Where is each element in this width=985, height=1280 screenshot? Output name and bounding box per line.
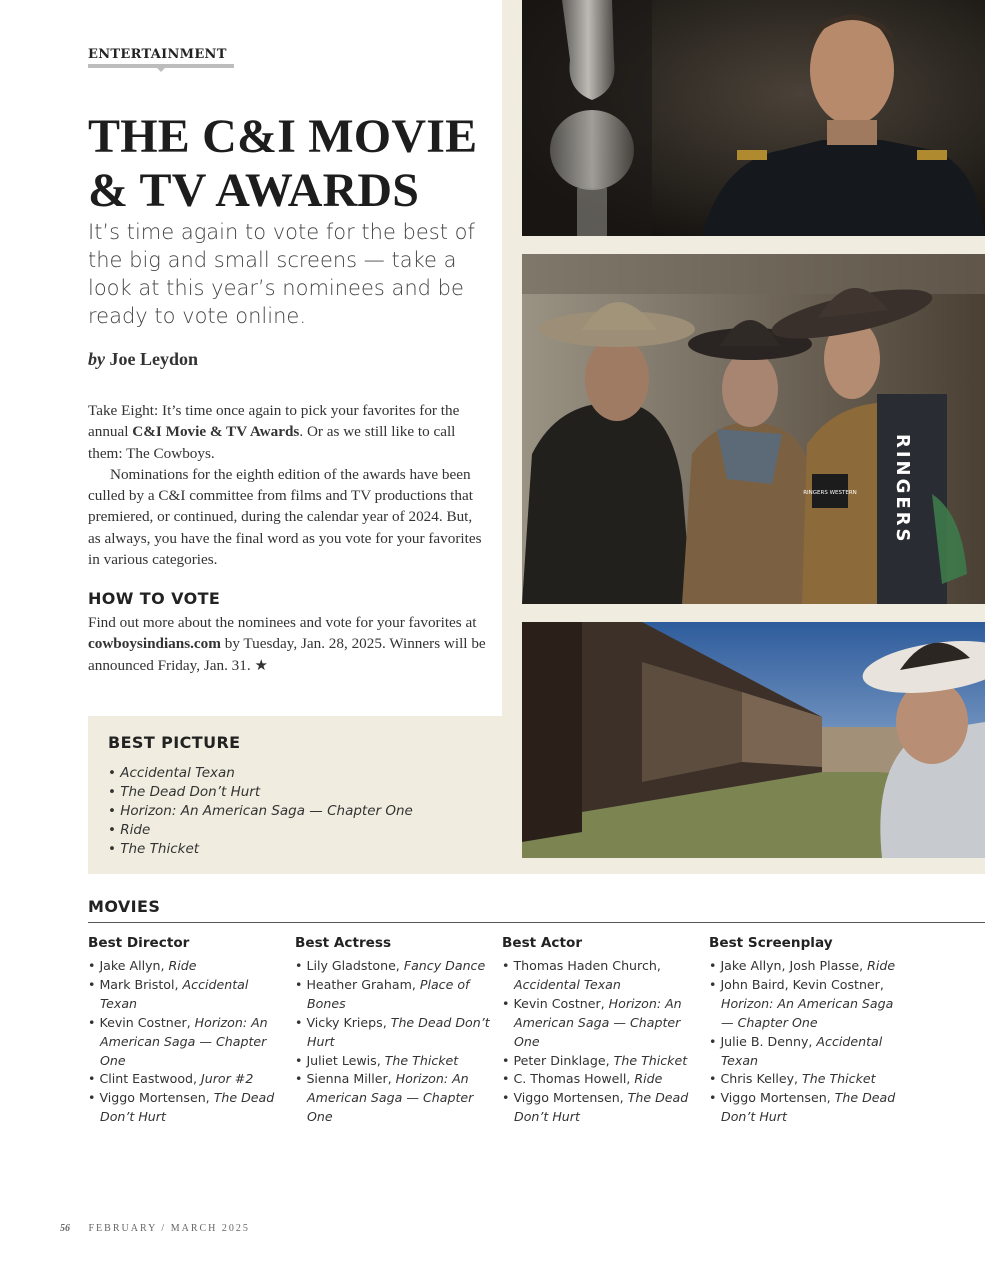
- best-picture-item: • Ride: [108, 821, 151, 838]
- body-paragraph-1: [88, 400, 484, 464]
- body-paragraph-2: Nominations for the eighth edition of the awards have been culled by a C&I committee from films and TV productions that premiered, or continued, during the calendar year of 2024. But, as always, you have the final word as you vote for your favorites in various categories.: [88, 465, 482, 569]
- nominee-item: • C. Thomas Howell, Ride: [502, 1071, 663, 1087]
- nominee-film: Place of Bones: [307, 976, 470, 1011]
- vote-website-link[interactable]: cowboysindians.com: [88, 635, 221, 653]
- nominee-name: Juliet Lewis,: [306, 1052, 385, 1068]
- nominee-film: Horizon: An American Saga — Chapter One: [307, 1071, 474, 1125]
- nominee-item: • Jake Allyn, Josh Plasse, Ride: [709, 958, 896, 973]
- photo-three-cowboys: [522, 254, 985, 604]
- nominee-item: • Lily Gladstone, Fancy Dance: [295, 958, 486, 973]
- nominee-item: • Sienna Miller, Horizon: An American Saga — Chapter One: [295, 1071, 474, 1125]
- section-tag: ENTERTAINMENT: [88, 47, 227, 62]
- nominee-film: Fancy Dance: [403, 958, 486, 973]
- category-title: Best Director: [88, 935, 190, 951]
- nominee-film: The Thicket: [613, 1052, 688, 1068]
- best-picture-item: • The Thicket: [108, 840, 200, 857]
- nominee-film: Accidental Texan: [721, 1033, 883, 1068]
- nominee-name: John Baird, Kevin Costner,: [720, 976, 884, 992]
- nominee-name: Sienna Miller,: [306, 1071, 396, 1087]
- nominee-name: Kevin Costner,: [513, 995, 609, 1011]
- nominee-name: Jake Allyn,: [99, 958, 169, 973]
- page-footer: [60, 1223, 250, 1234]
- category-title: Best Actor: [502, 935, 583, 951]
- best-picture-item: • Horizon: An American Saga — Chapter One: [108, 802, 413, 819]
- nominee-film: Horizon: An American Saga — Chapter One: [100, 1014, 268, 1068]
- nominee-item: • Kevin Costner, Horizon: An American Saga — Chapter One: [88, 1014, 268, 1068]
- best-picture-item: • The Dead Don’t Hurt: [108, 783, 261, 800]
- nominee-item: • Viggo Mortensen, The Dead Don’t Hurt: [502, 1090, 689, 1125]
- nominee-name: Jake Allyn, Josh Plasse,: [720, 958, 868, 973]
- best-picture-heading: BEST PICTURE: [108, 733, 241, 752]
- article-title: [88, 110, 498, 218]
- nominee-item: • Mark Bristol, Accidental Texan: [88, 976, 249, 1011]
- nominee-item: • Viggo Mortensen, The Dead Don’t Hurt: [88, 1090, 275, 1125]
- how-to-vote-heading: HOW TO VOTE: [88, 589, 221, 608]
- category-best-director: [88, 934, 288, 1127]
- article-body: [88, 400, 484, 570]
- nominee-item: • Thomas Haden Church, Accidental Texan: [502, 958, 661, 992]
- nominee-name: Peter Dinklage,: [513, 1052, 614, 1068]
- nominee-name: Lily Gladstone,: [306, 958, 404, 973]
- how-to-vote-text-b: by Tuesday, Jan. 28, 2025. Winners will be announced Friday, Jan. 31. ★: [88, 635, 486, 674]
- issue-date: FEBRUARY / MARCH 2025: [88, 1223, 250, 1234]
- nominee-list: [709, 957, 909, 1127]
- nominee-name: Mark Bristol,: [99, 976, 183, 992]
- nominee-film: Accidental Texan: [514, 976, 621, 992]
- nominee-film: Horizon: An American Saga — Chapter One: [514, 995, 682, 1049]
- nominee-film: The Dead Don’t Hurt: [307, 1014, 490, 1049]
- category-best-screenplay: [709, 934, 909, 1127]
- nominee-item: • John Baird, Kevin Costner, Horizon: An American Saga — Chapter One: [709, 976, 894, 1030]
- body-p1-bold: C&I Movie & TV Awards: [132, 423, 300, 441]
- nominee-name: Thomas Haden Church,: [513, 958, 661, 973]
- article-deck: It’s time again to vote for the best of the big and small screens — take a look at this year’s nominees and be ready to vote online.: [88, 220, 475, 328]
- nominee-item: • Viggo Mortensen, The Dead Don’t Hurt: [709, 1090, 896, 1125]
- nominee-item: • Kevin Costner, Horizon: An American Saga — Chapter One: [502, 995, 682, 1049]
- body-p1-text-a: Take Eight: It’s time once again to pick your favorites for the annual: [88, 402, 460, 441]
- vest-patch-text: RINGERS WESTERN: [803, 490, 857, 496]
- nominee-item: • Chris Kelley, The Thicket: [709, 1071, 876, 1087]
- nominee-film: Horizon: An American Saga — Chapter One: [721, 995, 894, 1030]
- byline-prefix: by: [88, 349, 105, 369]
- nominee-item: • Peter Dinklage, The Thicket: [502, 1052, 688, 1068]
- section-rule-notch: [157, 68, 165, 72]
- nominee-film: The Thicket: [384, 1052, 459, 1068]
- nominee-name: Viggo Mortensen,: [720, 1090, 835, 1106]
- title-line-2: & TV AWARDS: [88, 164, 420, 217]
- nominee-item: • Juliet Lewis, The Thicket: [295, 1052, 459, 1068]
- how-to-vote-text: [88, 612, 488, 676]
- category-title: Best Actress: [295, 935, 392, 951]
- nominee-list: [88, 957, 288, 1127]
- nominee-film: The Dead Don’t Hurt: [100, 1090, 275, 1125]
- nominee-name: Heather Graham,: [306, 976, 420, 992]
- movies-heading: MOVIES: [88, 897, 161, 916]
- page-number: 56: [60, 1223, 70, 1234]
- nominee-name: Clint Eastwood,: [99, 1071, 202, 1087]
- body-p1-text-b: . Or as we still like to call them: The Cowboys.: [88, 423, 456, 462]
- nominee-item: • Clint Eastwood, Juror #2: [88, 1071, 254, 1087]
- nominee-film: The Dead Don’t Hurt: [721, 1090, 896, 1125]
- nominee-name: Kevin Costner,: [99, 1014, 195, 1030]
- nominee-item: • Heather Graham, Place of Bones: [295, 976, 470, 1011]
- category-best-actress: [295, 934, 495, 1127]
- best-picture-list: [108, 764, 413, 859]
- nominee-film: Ride: [867, 958, 896, 973]
- nominee-list: [502, 957, 702, 1127]
- nominee-film: Accidental Texan: [100, 976, 249, 1011]
- nominee-name: Julie B. Denny,: [720, 1033, 817, 1049]
- nominee-name: Viggo Mortensen,: [99, 1090, 214, 1106]
- title-line-1: THE C&I MOVIE: [88, 110, 478, 163]
- nominee-name: Vicky Krieps,: [306, 1014, 391, 1030]
- byline-author: Joe Leydon: [109, 349, 199, 369]
- nominee-item: • Jake Allyn, Ride: [88, 958, 197, 973]
- nominee-film: The Dead Don’t Hurt: [514, 1090, 689, 1125]
- nominee-item: • Vicky Krieps, The Dead Don’t Hurt: [295, 1014, 490, 1049]
- category-best-actor: [502, 934, 702, 1127]
- nominee-film: The Thicket: [802, 1071, 876, 1087]
- byline: [88, 349, 198, 370]
- vest-lettering: RINGERS: [892, 434, 913, 545]
- movies-rule: [88, 922, 985, 923]
- nominee-film: Ride: [634, 1071, 663, 1087]
- photo-soldier-portrait: [522, 0, 985, 236]
- nominee-name: C. Thomas Howell,: [513, 1071, 635, 1087]
- how-to-vote-text-a: Find out more about the nominees and vote for your favorites at: [88, 614, 477, 631]
- nominee-item: • Julie B. Denny, Accidental Texan: [709, 1033, 883, 1068]
- photo-western-street: [522, 622, 985, 858]
- nominee-name: Chris Kelley,: [720, 1071, 803, 1087]
- nominee-film: Juror #2: [201, 1071, 254, 1087]
- nominee-name: Viggo Mortensen,: [513, 1090, 628, 1106]
- category-title: Best Screenplay: [709, 935, 833, 951]
- nominee-film: Ride: [168, 958, 197, 973]
- best-picture-item: • Accidental Texan: [108, 765, 235, 781]
- nominee-list: [295, 957, 495, 1127]
